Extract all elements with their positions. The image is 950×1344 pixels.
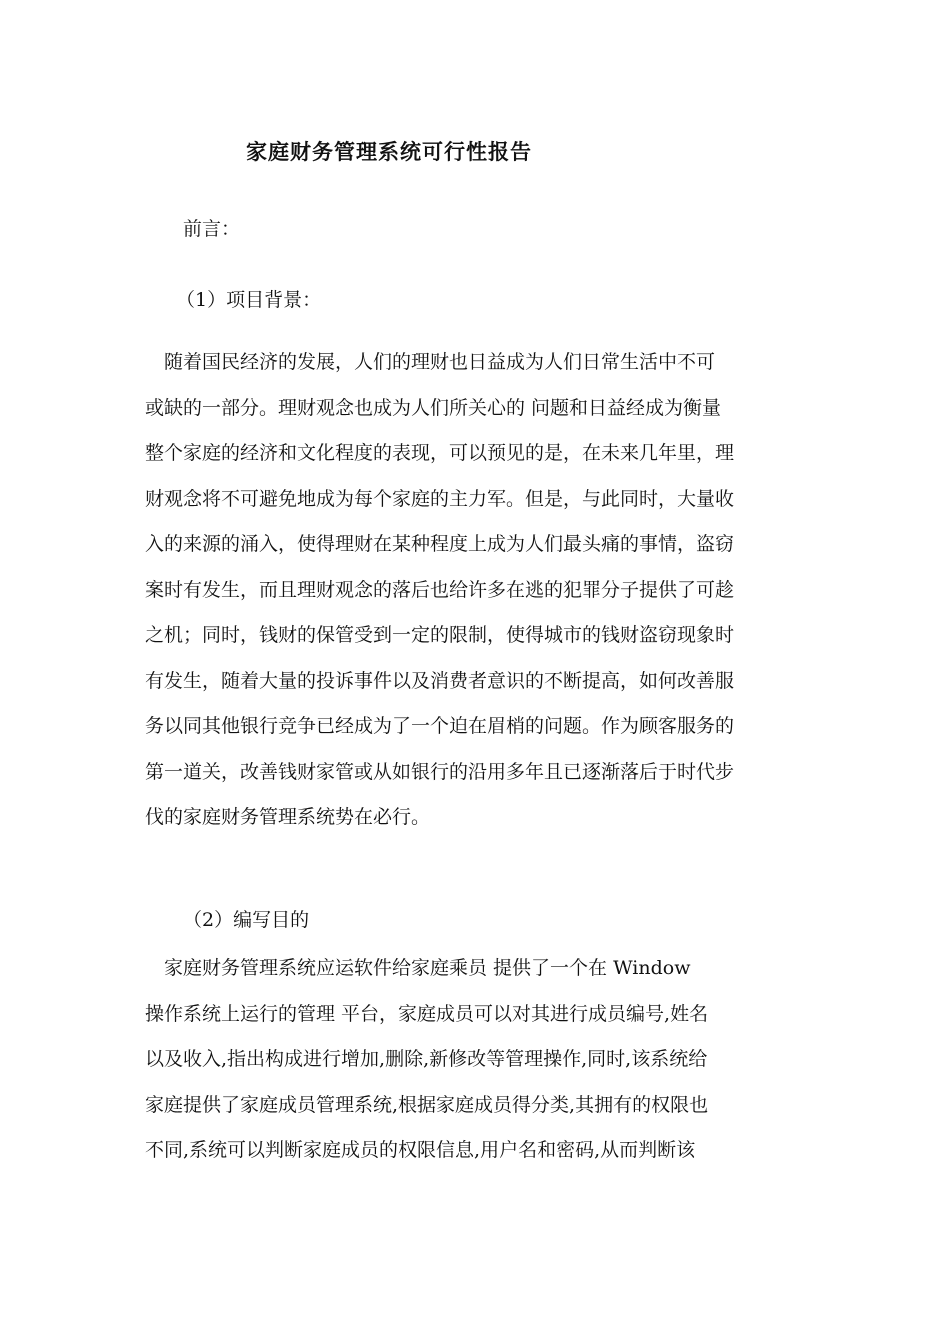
paragraph-line: 以及收入,指出构成进行增加,删除,新修改等管理操作,同时,该系统给 (145, 1048, 708, 1070)
paragraph-line: 家庭财务管理系统应运软件给家庭乘员 提供了一个在 Window (145, 957, 691, 979)
paragraph-line: 务以同其他银行竞争已经成为了一个迫在眉梢的问题。作为顾客服务的 (145, 715, 735, 737)
purpose-paragraph (145, 946, 807, 1174)
paragraph-line: 伐的家庭财务管理系统势在必行。 (145, 806, 431, 828)
paragraph-line: 之机；同时，钱财的保管受到一定的限制，使得城市的钱财盗窃现象时 (145, 624, 735, 646)
paragraph-line: 有发生，随着大量的投诉事件以及消费者意识的不断提高，如何改善服 (145, 669, 735, 692)
section-purpose-heading: （2）编写目的 (183, 909, 310, 931)
paragraph-line: 财观念将不可避免地成为每个家庭的主力军。但是，与此同时，大量收 (145, 487, 735, 510)
paragraph-line: 案时有发生，而且理财观念的落后也给许多在逃的犯罪分子提供了可趁 (145, 578, 735, 601)
paragraph-line: 操作系统上运行的管理 平台，家庭成员可以对其进行成员编号,姓名 (145, 1002, 709, 1025)
paragraph-line: 或缺的一部分。理财观念也成为人们所关心的 问题和日益经成为衡量 (145, 396, 722, 419)
background-paragraph (145, 340, 807, 841)
document-title: 家庭财务管理系统可行性报告 (246, 140, 532, 164)
paragraph-line: 入的来源的涌入，使得理财在某种程度上成为人们最头痛的事情，盗窃 (145, 533, 735, 555)
paragraph-line: 不同,系统可以判断家庭成员的权限信息,用户名和密码,从而判断该 (145, 1139, 696, 1161)
section-background-heading: （1）项目背景： (176, 289, 322, 311)
paragraph-line: 第一道关，改善钱财家管或从如银行的沿用多年且已逐渐落后于时代步 (145, 760, 735, 783)
paragraph-line: 整个家庭的经济和文化程度的表现，可以预见的是，在未来几年里，理 (145, 442, 735, 464)
paragraph-line: 随着国民经济的发展，人们的理财也日益成为人们日常生活中不可 (145, 351, 716, 373)
paragraph-line: 家庭提供了家庭成员管理系统,根据家庭成员得分类,其拥有的权限也 (145, 1093, 709, 1116)
preface-heading: 前言： (183, 218, 241, 240)
